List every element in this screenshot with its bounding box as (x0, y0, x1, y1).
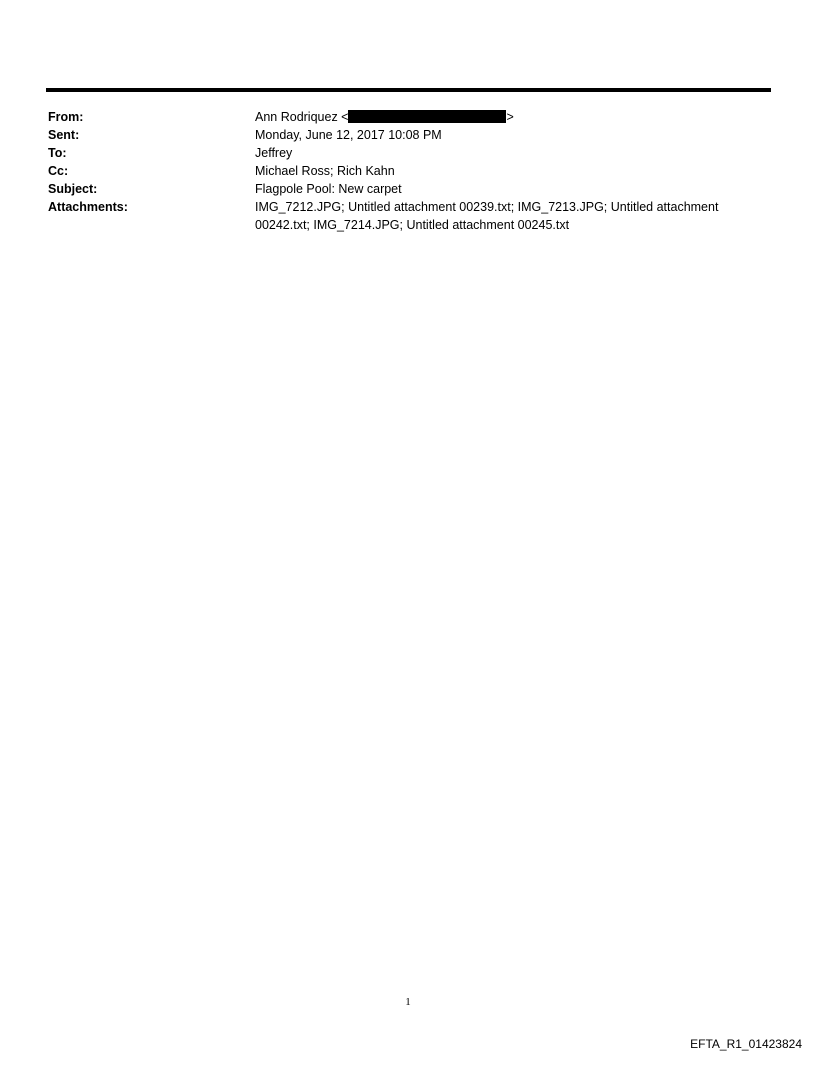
cc-label: Cc: (48, 164, 69, 178)
sent-row (48, 126, 768, 144)
sent-value: Monday, June 12, 2017 10:08 PM (255, 128, 442, 142)
document-id: EFTA_R1_01423824 (690, 1037, 802, 1051)
subject-label: Subject: (48, 182, 98, 196)
subject-value: Flagpole Pool: New carpet (255, 182, 402, 196)
attachments-line-2: 00242.txt; IMG_7214.JPG; Untitled attachment 00245.txt (255, 218, 570, 232)
cc-value: Michael Ross; Rich Kahn (255, 164, 395, 178)
from-value (255, 108, 768, 126)
subject-row (48, 180, 768, 198)
sender-close-bracket: > (506, 110, 514, 124)
from-label: From: (48, 110, 84, 124)
cc-row (48, 162, 768, 180)
to-row (48, 144, 768, 162)
sent-label: Sent: (48, 128, 80, 142)
sender-name: Ann Rodriquez < (255, 110, 349, 124)
redacted-email-address (348, 110, 506, 123)
attachments-line-1: IMG_7212.JPG; Untitled attachment 00239.txt; IMG_7213.JPG; Untitled attachment (255, 200, 719, 214)
email-header (48, 108, 768, 234)
attachments-value (255, 198, 768, 234)
header-divider (46, 88, 771, 92)
to-value: Jeffrey (255, 146, 293, 160)
from-row (48, 108, 768, 126)
attachments-row (48, 198, 768, 234)
attachments-label: Attachments: (48, 200, 128, 214)
to-label: To: (48, 146, 67, 160)
page-number: 1 (405, 996, 411, 1008)
